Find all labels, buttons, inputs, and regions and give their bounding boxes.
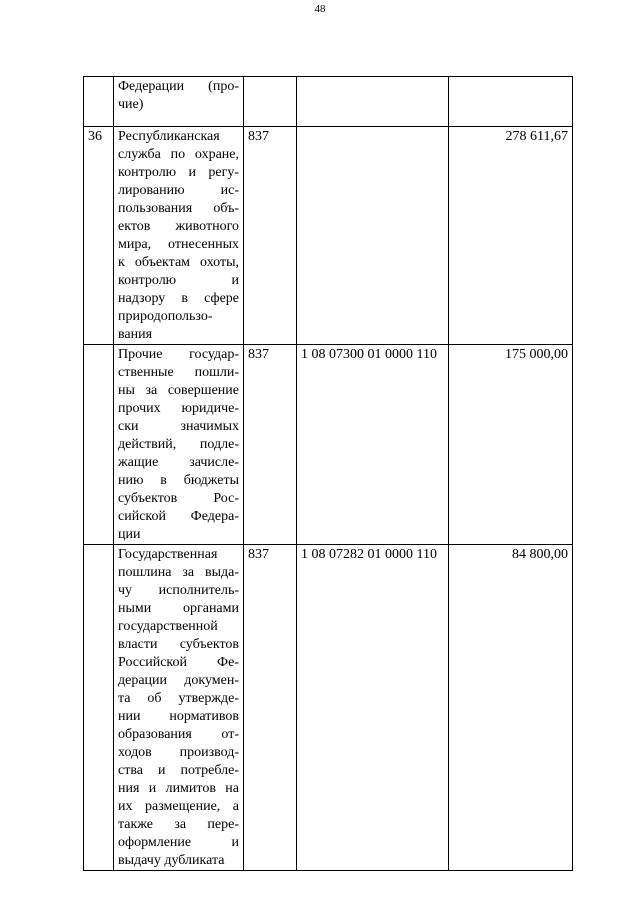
kbk-code-cell: 1 08 07300 01 0000 110 (297, 345, 449, 545)
income-name-cell (114, 77, 244, 127)
admin-code-cell (244, 77, 297, 127)
table-row (84, 77, 573, 127)
table-row (84, 345, 573, 545)
name-line: чу исполнитель- (118, 583, 239, 598)
admin-code-cell: 837 (244, 345, 297, 545)
amount-cell (449, 77, 573, 127)
name-line: Государственная (118, 547, 218, 562)
table-row (84, 127, 573, 345)
row-number-cell (84, 345, 114, 545)
name-line: их размещение, а (118, 799, 239, 814)
name-line: вания (118, 327, 153, 342)
name-line: также за пере- (118, 817, 239, 832)
amount-cell: 84 800,00 (449, 545, 573, 871)
name-line: жащие зачисле- (118, 455, 239, 470)
name-line: Российской Фе- (118, 655, 239, 670)
name-line: прочих юридиче- (118, 401, 239, 416)
name-line: выдачу дубликата (118, 853, 225, 868)
name-line: контролю и (118, 273, 239, 288)
name-line: чие) (118, 97, 144, 112)
name-line: к объектам охоты, (118, 255, 239, 270)
name-line: природопользо- (118, 309, 213, 324)
page-number: 48 (314, 3, 326, 15)
name-line: власти субъектов (118, 637, 239, 652)
name-line: пользования объ- (118, 201, 239, 216)
row-number-cell: 36 (84, 127, 114, 345)
name-line: Прочие государ- (118, 347, 239, 362)
name-line: ходов производ- (118, 745, 239, 760)
name-line: ектов животного (118, 219, 239, 234)
income-name-cell (114, 345, 244, 545)
name-line: нию в бюджеты (118, 473, 239, 488)
name-line: ции (118, 527, 141, 542)
income-name-cell (114, 545, 244, 871)
name-line: ства и потребле- (118, 763, 239, 778)
name-line: действий, подле- (118, 437, 239, 452)
name-line: служба по охране, (118, 147, 239, 162)
name-line: ными органами (118, 601, 239, 616)
name-line: ски значимых (118, 419, 239, 434)
name-line: надзору в сфере (118, 291, 239, 306)
admin-code-cell: 837 (244, 545, 297, 871)
amount-cell: 175 000,00 (449, 345, 573, 545)
amount-cell: 278 611,67 (449, 127, 573, 345)
kbk-code-cell (297, 77, 449, 127)
row-number-cell (84, 545, 114, 871)
name-line: нии нормативов (118, 709, 239, 724)
name-line: та об утвержде- (118, 691, 239, 706)
row-number-cell (84, 77, 114, 127)
kbk-code-cell (297, 127, 449, 345)
name-line: образования от- (118, 727, 239, 742)
name-line: лированию ис- (118, 183, 239, 198)
budget-revenue-table (83, 76, 573, 871)
name-line: субъектов Рос- (118, 491, 239, 506)
name-line: сийской Федера- (118, 509, 239, 524)
name-line: ны за совершение (118, 383, 239, 398)
name-line: государственной (118, 619, 218, 634)
kbk-code-cell: 1 08 07282 01 0000 110 (297, 545, 449, 871)
name-line: ственные пошли- (118, 365, 239, 380)
income-name-cell (114, 127, 244, 345)
name-line: пошлина за выда- (118, 565, 239, 580)
name-line: Федерации (про- (118, 79, 239, 94)
name-line: дерации докумен- (118, 673, 239, 688)
name-line: контролю и регу- (118, 165, 239, 180)
table-row (84, 545, 573, 871)
name-line: Республиканская (118, 129, 220, 144)
admin-code-cell: 837 (244, 127, 297, 345)
name-line: ния и лимитов на (118, 781, 239, 796)
name-line: оформление и (118, 835, 239, 850)
name-line: мира, отнесенных (118, 237, 239, 252)
